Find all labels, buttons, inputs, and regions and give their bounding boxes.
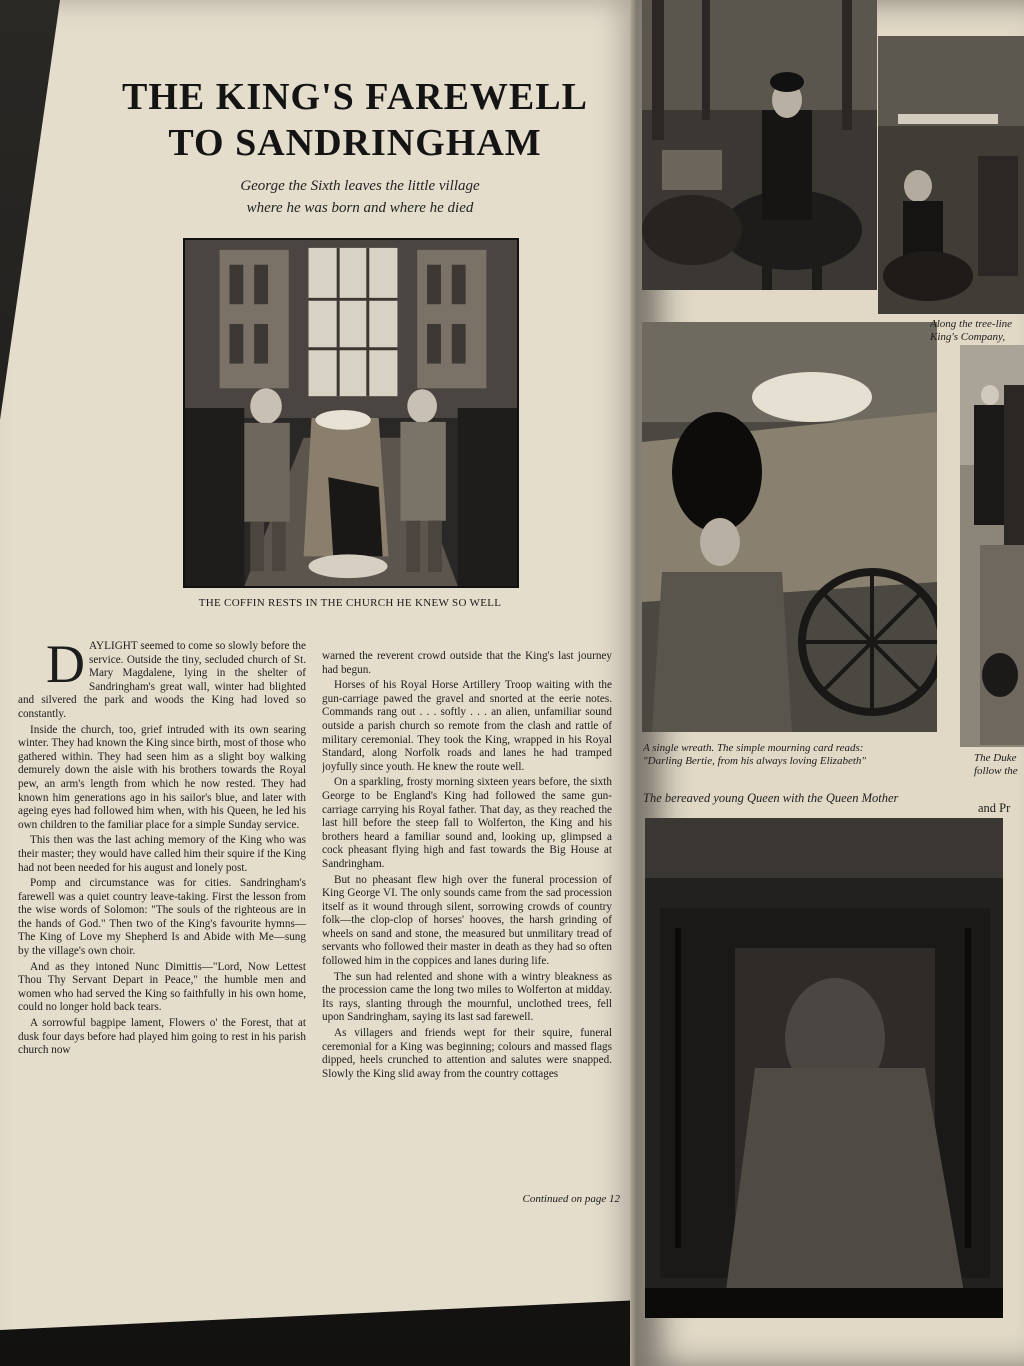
guardsman-coffin-image <box>642 322 937 732</box>
paragraph: warned the reverent crowd outside that the King's last journey had begun. <box>322 650 612 676</box>
article-column-1 <box>18 640 306 1180</box>
subtitle-line-1: George the Sixth leaves the little village <box>240 178 480 194</box>
tree-line-caption-2: King's Company, <box>930 331 1006 343</box>
wreath-caption-1: A single wreath. The simple mourning card reads: <box>643 742 864 754</box>
gun-carriage-photo <box>642 322 937 732</box>
duke-caption-1: The Duke <box>974 752 1017 764</box>
paragraph: Horses of his Royal Horse Artillery Troop waiting with the gun-carriage pawed the gravel and snorted at the eerie notes. Commands rang out . . . softly . . . an alien, unfamiliar sound outside a parish church so remote from the clash and rattle of military ceremonial. They took the King, wrapped in his Royal Standard, along Norfolk roads and lanes he had tramped joyfully since youth. He knew the route well. <box>322 679 612 773</box>
article-title <box>120 74 590 166</box>
continued-note: Continued on page 12 <box>522 1193 620 1205</box>
title-line-2: TO SANDRINGHAM <box>168 122 542 164</box>
paragraph: And as they intoned Nunc Dimittis—"Lord, Now Lettest Thou Thy Servant Depart in Peace," the humble men and women who had served the King so faithfully in his own home, could no longer hold back tears. <box>18 960 306 1014</box>
church-interior-image <box>185 240 517 586</box>
coffin-in-church-photo <box>183 238 519 588</box>
article-subtitle <box>150 175 570 219</box>
paragraph: Pomp and circumstance was for cities. Sandringham's farewell was a quiet country leave-taking. First the lesson from the wise words of Solomon: "The souls of the righteous are in the hands of God." Then two of the King's favourite hymns—The King of Love my Shepherd Is and Abide with Me—sung by the village's own choir. <box>18 877 306 958</box>
article-column-2 <box>322 650 612 1210</box>
horsemen-image <box>642 0 877 290</box>
paragraph: A sorrowful bagpipe lament, Flowers o' the Forest, that at dusk four days before had played him going to rest in his parish church now <box>18 1017 306 1057</box>
mourners-photo <box>960 345 1024 747</box>
queen-caption: The bereaved young Queen with the Queen Mother <box>643 792 899 805</box>
wreath-caption <box>643 742 958 768</box>
main-photo-caption: THE COFFIN RESTS IN THE CHURCH HE KNEW SO WELL <box>198 597 502 609</box>
drop-cap: D <box>46 640 85 694</box>
paragraph: But no pheasant flew high over the funeral procession of King George VI. The only sounds came from the sad procession itself as it wound through silent, sorrowing crowds of country folk—the clop-clop of horses' hooves, the harsh grinding of wheels on sand and stone, the measured but unmilitary tread of servants who followed their master in death as they had so often followed him in the coppices and lanes during life. <box>322 873 612 968</box>
paragraph: As villagers and friends wept for their squire, funeral ceremonial for a King was beginning; colours and massed flags dipped, heels crunched to attention and salutes were snapped. Slowly the King slid away from the country cottages <box>322 1027 612 1080</box>
car-window-image <box>645 818 1003 1318</box>
paragraph: The sun had relented and shone with a wintry bleakness as the procession came the long two miles to Wolferton at midday. Its rays, slanting through the mournful, unclothed trees, fell upon Sandringham, saying its last sad farewell. <box>322 970 612 1024</box>
duke-caption-2: follow the <box>974 765 1018 777</box>
tree-line-caption-1: Along the tree-line <box>930 318 1013 330</box>
horse-procession-photo-2 <box>878 36 1024 314</box>
queen-in-car-photo <box>645 818 1003 1318</box>
paragraph: On a sparkling, frosty morning sixteen years before, the sixth George to be England's King had followed the same gun-carriage carrying his Royal father. That day, as they reached the last hill before the steep fall to Wolferton, the King and his brothers heard a familiar sound and, looking up, glimpsed a cock pheasant flying high and fast towards the Big House at Sandringham. <box>322 776 612 870</box>
paragraph: This then was the last aching memory of the King who was their master; they would have called him their squire if the King had not been needed for his august and lonely post. <box>18 834 306 874</box>
paragraph: Inside the church, too, grief intruded with its own searing winter. They had known the King since birth, most of those who gathered within. They had seen him as a slight boy walking demurely down the aisle with his brothers towards the Royal pew, an arm's length from which he now rested. They had known him generations ago in his sailor's blue, and later with ageing eyes had followed him when, with his Queen, he led his own children to the familiar place for a simple Sunday service. <box>18 723 306 831</box>
horsemen-image-2 <box>878 36 1024 314</box>
wreath-caption-2: "Darling Bertie, from his always loving Elizabeth" <box>643 755 867 767</box>
duke-caption <box>974 752 1024 778</box>
subtitle-line-2: where he was born and where he died <box>246 200 474 216</box>
partial-caption: and Pr <box>978 802 1011 815</box>
paragraph: AYLIGHT seemed to come so slowly before the service. Outside the tiny, secluded church of St. Mary Magdalene, lying in the shelter of Sandringham's great wall, winter had blighted and silvered the park and woods the King had loved so constantly. <box>18 640 306 720</box>
title-line-1: THE KING'S FAREWELL <box>122 76 588 118</box>
horse-procession-photo <box>642 0 877 290</box>
mourners-image <box>960 345 1024 747</box>
tree-line-caption <box>930 318 1024 344</box>
